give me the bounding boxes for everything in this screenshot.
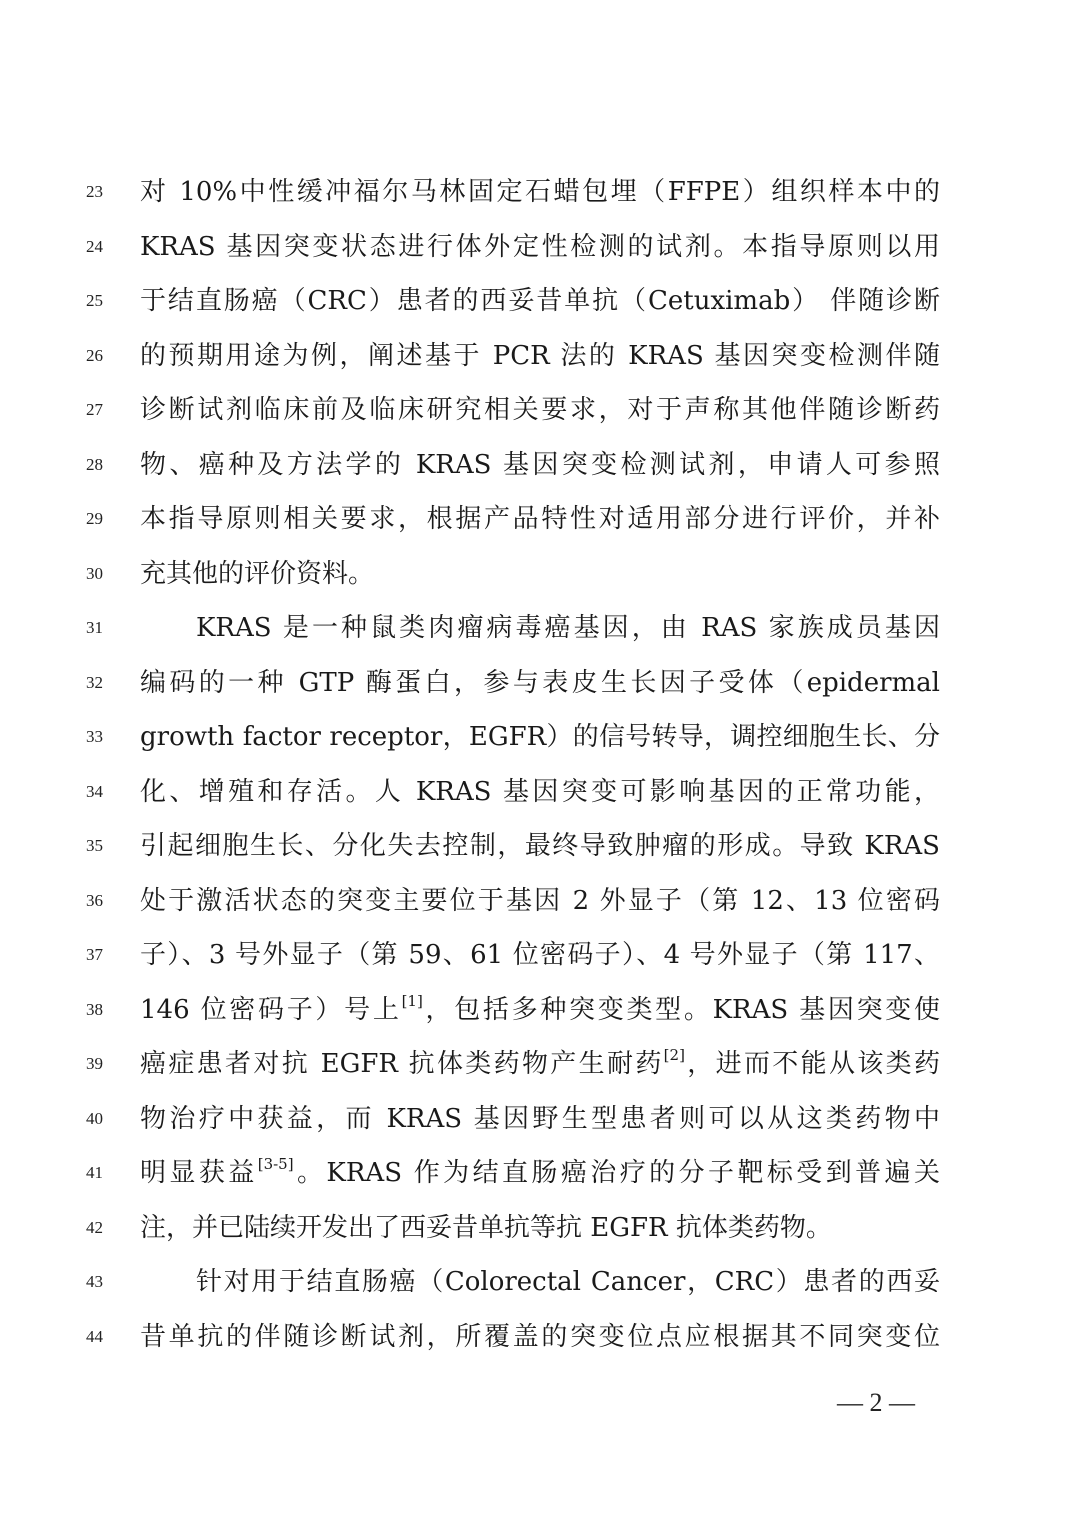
text-line <box>0 550 1080 605</box>
line-number: 34 <box>86 781 103 801</box>
line-text: 处于激活状态的突变主要位于基因 2 外显子（第 12、13 位密码 <box>140 885 940 916</box>
line-number: 36 <box>86 890 103 910</box>
text-line <box>0 1095 1080 1150</box>
text-line <box>0 713 1080 768</box>
line-text-segment: 。KRAS 作为结直肠癌治疗的分子靶标受到普遍关 <box>293 1158 940 1188</box>
line-text: 引起细胞生长、分化失去控制，最终导致肿瘤的形成。导致 KRAS <box>140 831 940 861</box>
text-line <box>0 1204 1080 1259</box>
line-text-segment: 癌症患者对抗 EGFR 抗体类药物产生耐药 <box>140 1049 664 1079</box>
line-number: 28 <box>86 454 103 474</box>
citation-ref: [1] <box>401 991 423 1010</box>
line-text: 物、癌种及方法学的 KRAS 基因突变检测试剂，申请人可参照 <box>140 449 940 480</box>
text-line <box>0 223 1080 278</box>
line-text: 子）、3 号外显子（第 59、61 位密码子）、4 号外显子（第 117、 <box>140 940 940 970</box>
text-line <box>0 659 1080 714</box>
line-text: growth factor receptor，EGFR）的信号转导，调控细胞生长、分 <box>140 722 940 752</box>
text-line <box>0 1313 1080 1368</box>
line-number: 23 <box>86 182 103 201</box>
line-number: 24 <box>86 236 103 256</box>
text-line <box>0 168 1080 223</box>
text-line <box>0 277 1080 332</box>
line-number: 29 <box>86 509 103 528</box>
line-number: 32 <box>86 672 103 692</box>
line-number: 27 <box>86 400 103 419</box>
line-number: 26 <box>86 345 103 365</box>
line-text: 于结直肠癌（CRC）患者的西妥昔单抗（Cetuximab） 伴随诊断 <box>140 286 940 316</box>
line-text: KRAS 基因突变状态进行体外定性检测的试剂。本指导原则以用 <box>140 231 940 262</box>
text-line <box>0 1258 1080 1313</box>
line-number: 39 <box>86 1054 103 1073</box>
line-text <box>140 990 940 1030</box>
line-text-segment: 明显获益 <box>140 1158 258 1188</box>
text-line <box>0 604 1080 659</box>
line-text: 的预期用途为例，阐述基于 PCR 法的 KRAS 基因突变检测伴随 <box>140 340 940 371</box>
line-number: 37 <box>86 945 103 964</box>
line-text: 物治疗中获益，而 KRAS 基因野生型患者则可以从这类药物中 <box>140 1103 940 1134</box>
line-text: 本指导原则相关要求，根据产品特性对适用部分进行评价，并补 <box>140 504 940 534</box>
text-line <box>0 441 1080 496</box>
line-text-segment: ，包括多种突变类型。KRAS 基因突变使 <box>422 994 940 1025</box>
text-line <box>0 877 1080 932</box>
line-number: 43 <box>86 1272 103 1291</box>
line-text: KRAS 是一种鼠类肉瘤病毒癌基因，由 RAS 家族成员基因 <box>196 613 940 643</box>
line-number: 30 <box>86 563 103 583</box>
line-text: 充其他的评价资料。 <box>140 558 375 589</box>
text-line <box>0 822 1080 877</box>
citation-ref: [3-5] <box>257 1155 294 1174</box>
line-text: 对 10%中性缓冲福尔马林固定石蜡包埋（FFPE）组织样本中的 <box>140 177 940 207</box>
line-text: 编码的一种 GTP 酶蛋白，参与表皮生长因子受体（epidermal <box>140 667 940 698</box>
line-number: 42 <box>86 1217 103 1237</box>
text-line <box>0 986 1080 1041</box>
line-text <box>140 1044 940 1084</box>
line-text-segment: ，进而不能从该类药 <box>684 1049 940 1079</box>
line-text: 注，并已陆续开发出了西妥昔单抗等抗 EGFR 抗体类药物。 <box>140 1212 832 1243</box>
line-text-segment: 146 位密码子）号上 <box>140 994 402 1025</box>
text-line <box>0 1040 1080 1095</box>
line-number: 35 <box>86 836 103 855</box>
text-line <box>0 386 1080 441</box>
line-number: 38 <box>86 999 103 1019</box>
citation-ref: [2] <box>663 1046 685 1065</box>
line-number: 41 <box>86 1163 103 1182</box>
text-line <box>0 495 1080 550</box>
page-number: — 2 — <box>837 1388 915 1417</box>
line-number: 33 <box>86 727 103 746</box>
line-text: 诊断试剂临床前及临床研究相关要求，对于声称其他伴随诊断药 <box>140 395 940 425</box>
line-number: 44 <box>86 1326 103 1346</box>
line-text: 化、增殖和存活。人 KRAS 基因突变可影响基因的正常功能， <box>140 776 940 807</box>
line-text <box>140 1153 940 1193</box>
line-number: 25 <box>86 291 103 310</box>
text-line <box>0 1149 1080 1204</box>
line-number: 31 <box>86 618 103 637</box>
line-number: 40 <box>86 1108 103 1128</box>
line-text: 昔单抗的伴随诊断试剂，所覆盖的突变位点应根据其不同突变位 <box>140 1321 940 1352</box>
text-line <box>0 931 1080 986</box>
line-text: 针对用于结直肠癌（Colorectal Cancer，CRC）患者的西妥 <box>196 1267 940 1297</box>
text-line <box>0 332 1080 387</box>
text-line <box>0 768 1080 823</box>
